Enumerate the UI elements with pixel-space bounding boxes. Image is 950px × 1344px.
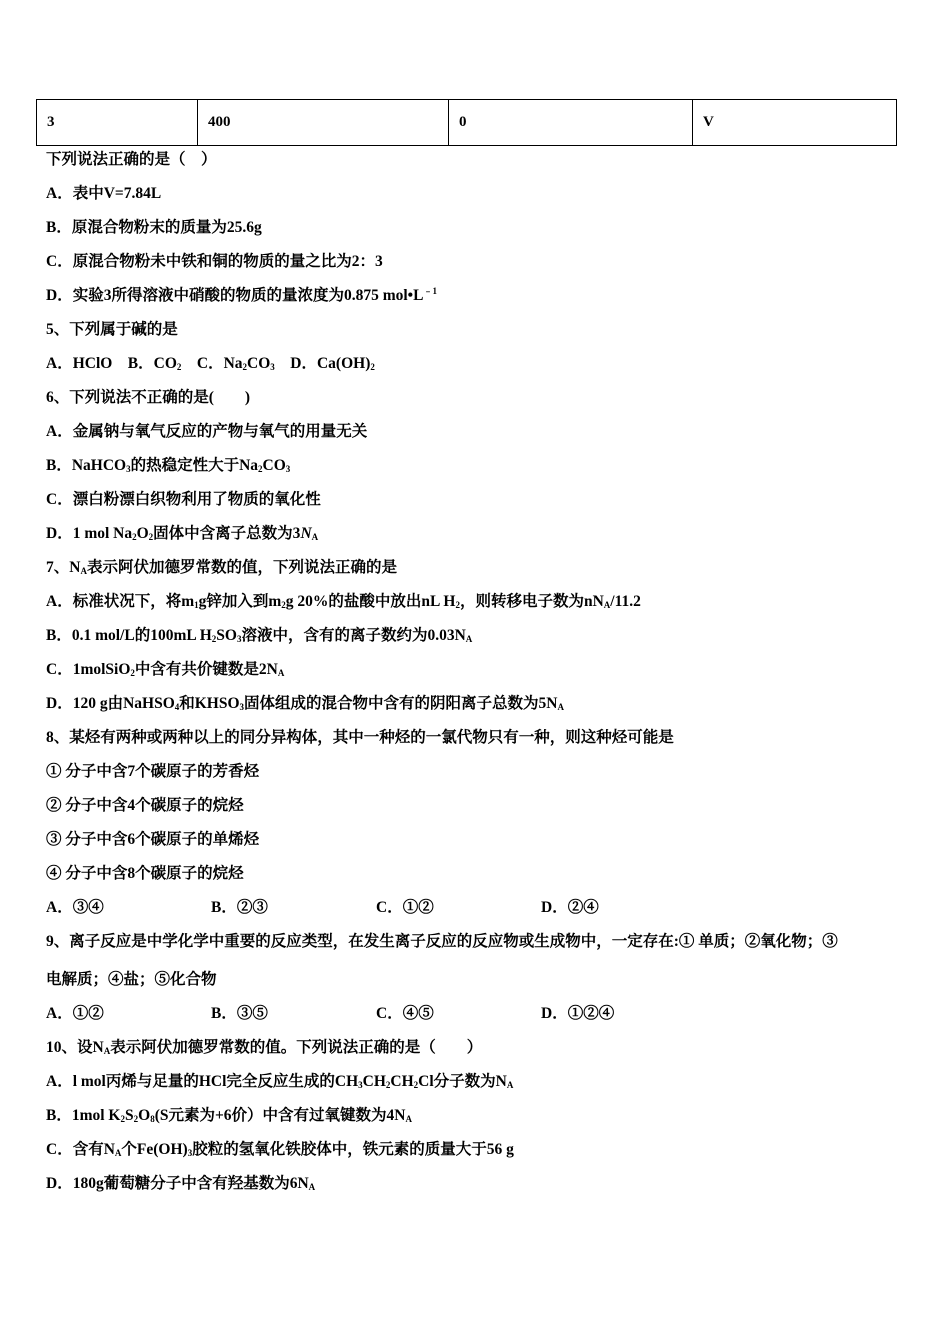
table-cell: 3 [37,100,198,146]
text-line: A．标准状况下，将$m_1g$锌加入到$m_2g$ 20%的盐酸中放出nL $H_2$，则转移电子数为$nN_A/11.2$ [46,593,641,610]
text-line: B．1mol $K_2S_2O_8(S$元素为+6价）中含有过氧键数为$4N_A$ [46,1107,412,1124]
question-text [46,149,916,1207]
text-line: 9、离子反应是中学化学中重要的反应类型，在发生离子反应的反应物或生成物中，一定存在:① 单质；②氧化物；③ [46,933,838,950]
text-line: A．金属钠与氧气反应的产物与氧气的用量无关 [46,423,368,440]
text-line: B．原混合物粉末的质量为25.6g [46,219,262,236]
text-line: 10、设$N_A$表示阿伏加德罗常数的值。下列说法正确的是（ ） [46,1039,483,1056]
text-line: 5、下列属于碱的是 [46,321,178,338]
answer-option: D．①②④ [541,1005,615,1022]
table-row [37,100,897,146]
answer-option: D．②④ [541,899,599,916]
text-line: ① 分子中含7个碳原子的芳香烃 [46,763,260,780]
text-line: C．1molSiO$_2$中含有共价键数是$2N_A$ [46,661,285,678]
answer-option: C．①② [376,899,434,916]
answer-option: A．③④ [46,899,104,916]
experiment-table [36,99,897,146]
text-line: ② 分子中含4个碳原子的烷烃 [46,797,244,814]
text-line: A．l mol丙烯与足量的HCl完全反应生成的$CH_3CH_2CH_2Cl$分子数为$N_A$ [46,1073,514,1090]
text-line [46,897,916,931]
text-line: 下列说法正确的是（ ） [46,151,217,168]
answer-option: B．③⑤ [211,1005,268,1022]
text-line: 7、$N_A$表示阿伏加德罗常数的值，下列说法正确的是 [46,559,397,576]
answer-option: C．④⑤ [376,1005,434,1022]
text-line: C．含有$N_A$个$Fe(OH)_3$胶粒的氢氧化铁胶体中，铁元素的质量大于56 g [46,1141,514,1158]
text-line: ③ 分子中含6个碳原子的单烯烃 [46,831,260,848]
text-line: 6、下列说法不正确的是( ) [46,389,251,406]
text-line [46,1003,916,1037]
text-line: 8、某烃有两种或两种以上的同分异构体，其中一种烃的一氯代物只有一种，则这种烃可能是 [46,729,674,746]
text-line: C．原混合物粉未中铁和铜的物质的量之比为2：3 [46,253,383,270]
text-line: A．HClO B．$CO_2$ C．$Na_2CO_3$ D．$Ca(OH)_2$ [46,355,375,372]
text-line: D．180g葡萄糖分子中含有羟基数为$6N_A$ [46,1175,316,1192]
table-cell: 0 [449,100,693,146]
text-line: C．漂白粉漂白织物利用了物质的氧化性 [46,491,321,508]
text-line: 电解质；④盐；⑤化合物 [46,971,217,988]
text-line: B．NaHCO$_3$的热稳定性大于$Na_2CO_3$ [46,457,291,474]
text-line: D．实验3所得溶液中硝酸的物质的量浓度为0.875 $mol•L^{﹣1}$ [46,286,437,304]
table-cell: 400 [198,100,449,146]
table-cell: V [693,100,897,146]
text-line: ④ 分子中含8个碳原子的烷烃 [46,865,244,882]
answer-option: B．②③ [211,899,268,916]
text-line: D．1 mol $Na_2O_2$固体中含离子总数为$3N_A$ [46,525,319,542]
text-line: D．120 g由NaHSO$_4$和$KHSO_3$固体组成的混合物中含有的阴阳离子总数为$5N_A$ [46,695,564,712]
answer-option: A．①② [46,1005,104,1022]
text-line: A．表中V=7.84L [46,185,162,202]
text-line: B．0.1 mol/L的100mL $H_2SO_3$溶液中，含有的离子数约为$0.03N_A$ [46,627,473,644]
